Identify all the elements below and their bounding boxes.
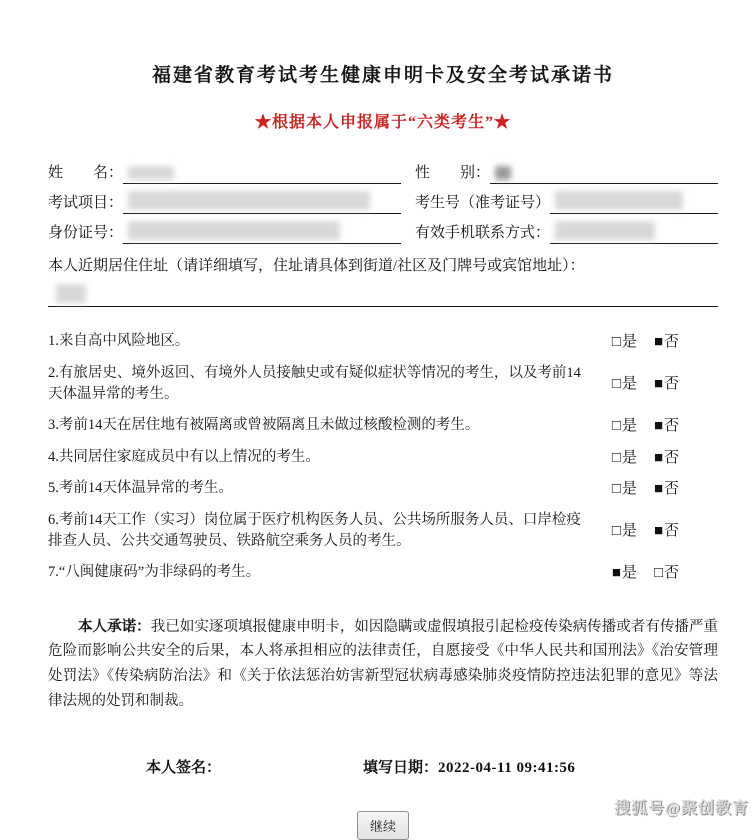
question-answers <box>612 447 718 470</box>
gender-field-row <box>415 154 718 184</box>
question-text: 5.考前14天体温异常的考生。 <box>48 480 233 497</box>
no-checkbox[interactable]: ■否 <box>653 375 680 392</box>
question-row-1 <box>48 331 718 354</box>
question-row-7 <box>48 562 718 585</box>
yes-checkbox[interactable]: □是 <box>611 448 638 466</box>
yes-checkbox[interactable]: □是 <box>611 375 638 392</box>
screening-questions <box>48 331 718 585</box>
no-checkbox[interactable]: ■否 <box>653 448 680 466</box>
fill-date-value: 2022-04-11 09:41:56 <box>438 760 576 777</box>
yes-checkbox[interactable]: □是 <box>611 480 638 497</box>
question-text: 4.共同居住家庭成员中有以上情况的考生。 <box>48 448 320 465</box>
yes-checkbox[interactable]: □是 <box>611 333 638 350</box>
no-checkbox[interactable]: ■否 <box>653 417 680 434</box>
gender-label: 性 别： <box>415 165 491 181</box>
question-text: 2.有旅居史、境外返回、有境外人员接触史或有疑似症状等情况的考生，以及考前14天体温异常的考生。 <box>48 364 581 403</box>
question-row-3 <box>48 415 718 438</box>
question-row-5 <box>48 478 718 501</box>
id-number-label: 身份证号： <box>48 225 124 241</box>
name-field-row <box>48 154 415 184</box>
yes-checkbox[interactable]: ■是 <box>611 564 638 581</box>
phone-field-row <box>415 214 718 244</box>
candidate-no-value-line[interactable] <box>550 190 718 214</box>
redacted-id-number-value <box>128 221 340 240</box>
id-number-value-line[interactable] <box>123 220 401 244</box>
watermark-souhu: 搜狐号@聚创教育 <box>614 800 749 817</box>
redacted-phone-value <box>555 221 655 240</box>
name-label: 姓 名： <box>48 165 124 181</box>
yes-checkbox[interactable]: □是 <box>611 522 638 539</box>
form-title: 福建省教育考试考生健康申明卡及安全考试承诺书 <box>151 65 614 86</box>
no-checkbox[interactable]: ■否 <box>653 333 680 350</box>
question-text: 6.考前14天工作（实习）岗位属于医疗机构医务人员、公共场所服务人员、口岸检疫排查人员、公共交通驾驶员、铁路航空乘务人员的考生。 <box>48 511 581 550</box>
exam-field-row <box>48 184 415 214</box>
gender-value-line[interactable] <box>490 160 718 184</box>
question-text: 1.来自高中风险地区。 <box>48 333 190 350</box>
question-text: 7.“八闽健康码”为非绿码的考生。 <box>48 564 261 581</box>
question-answers <box>612 478 718 501</box>
address-value-line[interactable] <box>48 277 718 307</box>
candidate-no-field-row <box>415 184 718 214</box>
address-label: 本人近期居住住址（请详细填写，住址请具体到街道/社区及门牌号或宾馆地址）： <box>48 258 585 274</box>
exam-value-line[interactable] <box>123 190 401 214</box>
identity-fields <box>48 154 718 244</box>
no-checkbox[interactable]: ■否 <box>653 522 680 539</box>
question-row-4 <box>48 447 718 470</box>
redacted-address-value <box>56 284 86 303</box>
commitment-text: 我已如实逐项填报健康申明卡，如因隐瞒或虚假填报引起检疫传染病传播或者有传播严重危险而影响公共安全的后果，本人将承担相应的法律责任，自愿接受《中华人民共和国刑法》《治安管理处罚法》《传染病防治法》和《关于依法惩治妨害新型冠状病毒感染肺炎疫情防控违法犯罪的意见》等法律法规的处罚和制裁。 <box>48 618 718 710</box>
signature-label: 本人签名： <box>146 760 222 777</box>
question-answers <box>612 331 718 354</box>
question-answers <box>612 373 718 396</box>
fill-date <box>363 756 575 777</box>
phone-value-line[interactable] <box>550 220 718 244</box>
continue-button[interactable]: 继续 <box>357 811 409 840</box>
exam-label: 考试项目： <box>48 195 124 211</box>
commitment-label: 本人承诺： <box>78 618 151 635</box>
question-answers <box>612 520 718 543</box>
question-answers <box>612 562 718 585</box>
phone-label: 有效手机联系方式： <box>415 225 551 241</box>
redacted-name-value <box>128 166 174 180</box>
redacted-candidate-no-value <box>555 191 683 210</box>
signature-date-row <box>48 756 718 777</box>
redacted-gender-value <box>495 166 511 180</box>
question-row-2 <box>48 363 718 407</box>
question-row-6 <box>48 510 718 554</box>
no-checkbox[interactable]: ■否 <box>653 480 680 497</box>
redacted-exam-value <box>128 191 370 210</box>
form-subtitle: ★根据本人申报属于“六类考生”★ <box>254 114 511 131</box>
candidate-no-label: 考生号（准考证号） <box>415 195 551 211</box>
commitment-paragraph <box>48 615 718 715</box>
fill-date-label: 填写日期： <box>363 760 439 777</box>
yes-checkbox[interactable]: □是 <box>611 417 638 434</box>
no-checkbox[interactable]: □否 <box>653 564 680 581</box>
question-answers <box>612 415 718 438</box>
name-value-line[interactable] <box>123 160 401 184</box>
id-number-field-row <box>48 214 415 244</box>
question-text: 3.考前14天在居住地有被隔离或曾被隔离且未做过核酸检测的考生。 <box>48 417 480 434</box>
